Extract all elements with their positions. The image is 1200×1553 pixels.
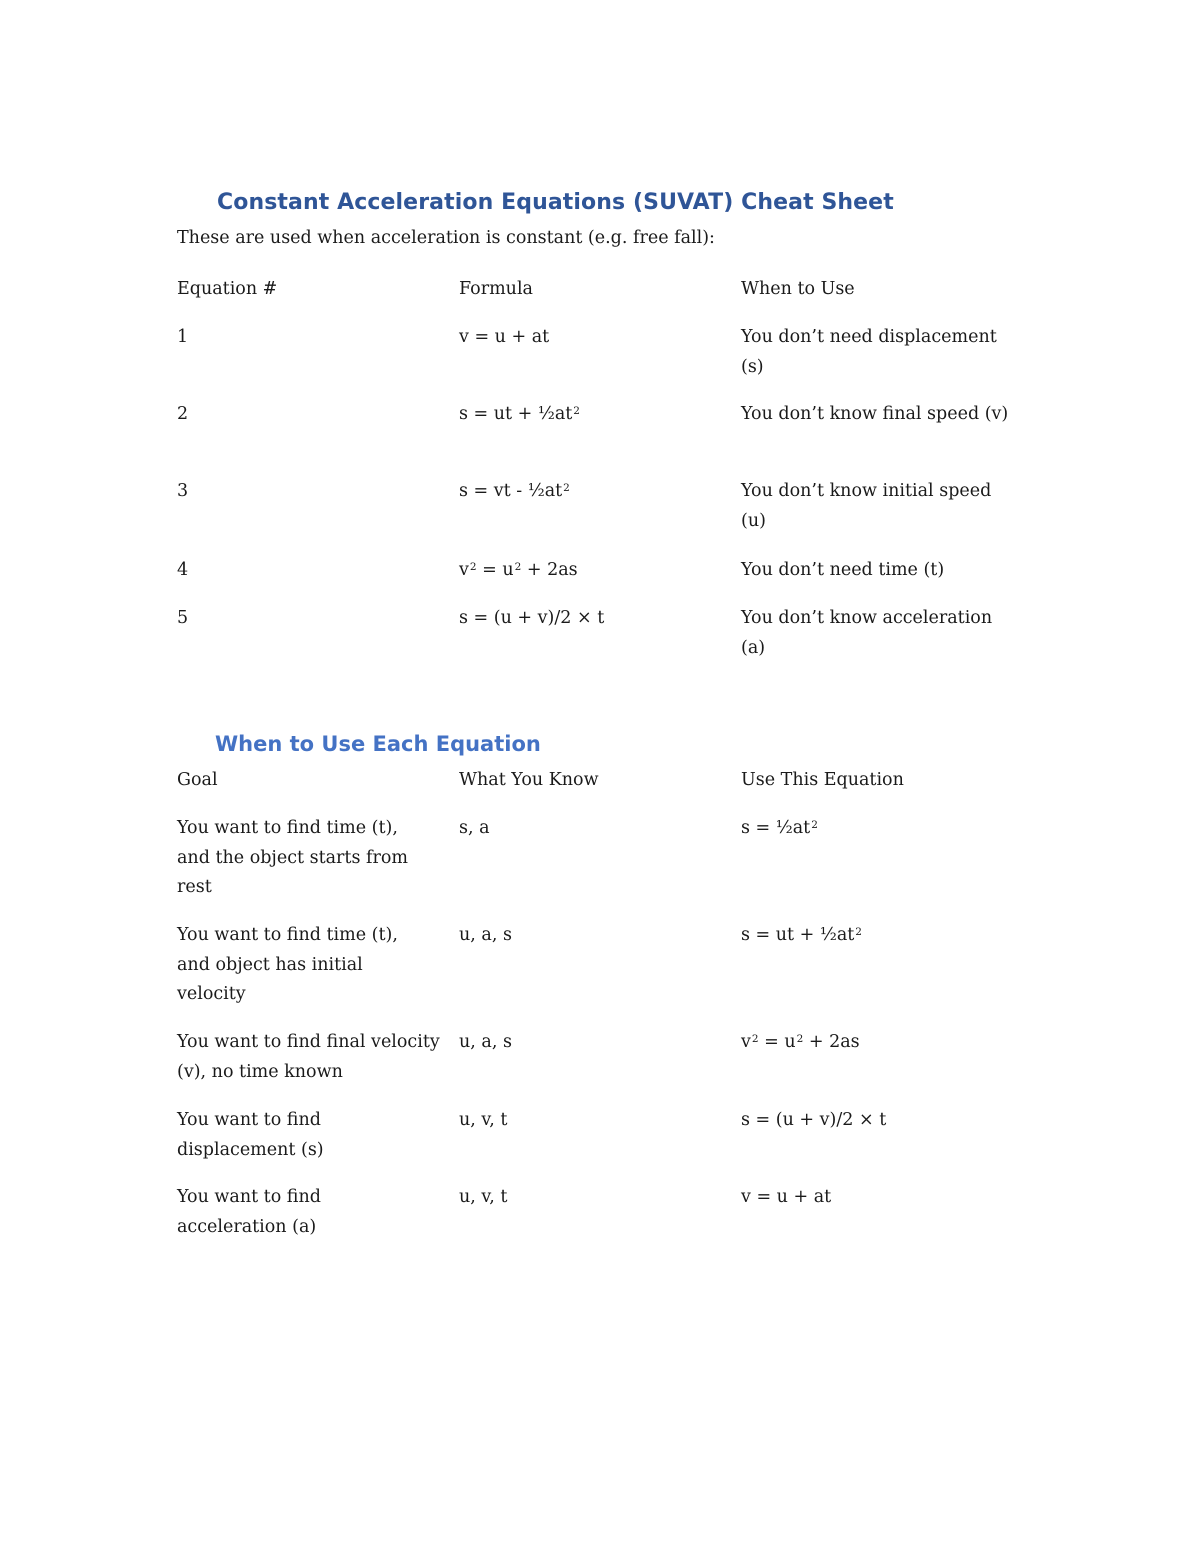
equation: s = (u + v)/2 × t <box>741 1110 887 1130</box>
header-formula: Formula <box>459 279 533 299</box>
page-title: Constant Acceleration Equations (SUVAT) Cheat Sheet <box>217 190 894 215</box>
what-you-know: s, a <box>459 818 490 838</box>
goal: You want to find time (t), and object has initial velocity <box>177 925 398 1004</box>
header-what-you-know: What You Know <box>459 770 599 790</box>
formula-text: s = ut + ½at <box>459 404 573 424</box>
when-to-use: You don’t need displacement (s) <box>741 327 997 377</box>
what-you-know: u, v, t <box>459 1187 508 1207</box>
formula <box>459 400 724 430</box>
goal: You want to find final velocity (v), no time known <box>177 1032 440 1082</box>
equation-text: s = ½at <box>741 818 811 838</box>
superscript: 2 <box>796 1033 804 1045</box>
header-use-this-equation: Use This Equation <box>741 770 904 790</box>
equation: v = u + at <box>741 1187 832 1207</box>
header-goal: Goal <box>177 770 218 790</box>
equation-text: = u <box>758 1032 796 1052</box>
superscript: 2 <box>563 482 570 494</box>
intro-text: These are used when acceleration is constant (e.g. free fall): <box>177 228 715 248</box>
header-when-to-use: When to Use <box>741 279 855 299</box>
superscript: 2 <box>514 561 522 573</box>
formula <box>459 477 724 507</box>
equation <box>741 921 1011 951</box>
equation <box>741 814 1011 844</box>
equation-number: 4 <box>177 560 189 580</box>
when-to-use: You don’t know final speed (v) <box>741 404 1009 424</box>
header-equation-number: Equation # <box>177 279 278 299</box>
formula: v = u + at <box>459 327 550 347</box>
equation-number: 2 <box>177 404 189 424</box>
what-you-know: u, a, s <box>459 925 512 945</box>
formula <box>459 556 724 586</box>
what-you-know: u, a, s <box>459 1032 512 1052</box>
what-you-know: u, v, t <box>459 1110 508 1130</box>
equation-number: 5 <box>177 608 189 628</box>
section-title: When to Use Each Equation <box>215 732 541 756</box>
goal: You want to find acceleration (a) <box>177 1187 321 1237</box>
when-to-use: You don’t know acceleration (a) <box>741 608 993 658</box>
superscript: 2 <box>751 1033 759 1045</box>
goal: You want to find displacement (s) <box>177 1110 324 1160</box>
superscript: 2 <box>469 561 477 573</box>
superscript: 2 <box>855 926 862 938</box>
equation-number: 1 <box>177 327 189 347</box>
equation <box>741 1028 1011 1058</box>
when-to-use: You don’t need time (t) <box>741 560 945 580</box>
equation-number: 3 <box>177 481 189 501</box>
formula: s = (u + v)/2 × t <box>459 608 605 628</box>
formula-text: = u <box>476 560 514 580</box>
superscript: 2 <box>573 405 580 417</box>
when-to-use: You don’t know initial speed (u) <box>741 481 992 531</box>
equation-text: + 2as <box>803 1032 860 1052</box>
goal: You want to find time (t), and the object starts from rest <box>177 818 408 897</box>
formula-text: s = vt - ½at <box>459 481 563 501</box>
equation-text: v <box>741 1032 751 1052</box>
formula-text: v <box>459 560 469 580</box>
formula-text: + 2as <box>521 560 578 580</box>
superscript: 2 <box>811 819 818 831</box>
equation-text: s = ut + ½at <box>741 925 855 945</box>
